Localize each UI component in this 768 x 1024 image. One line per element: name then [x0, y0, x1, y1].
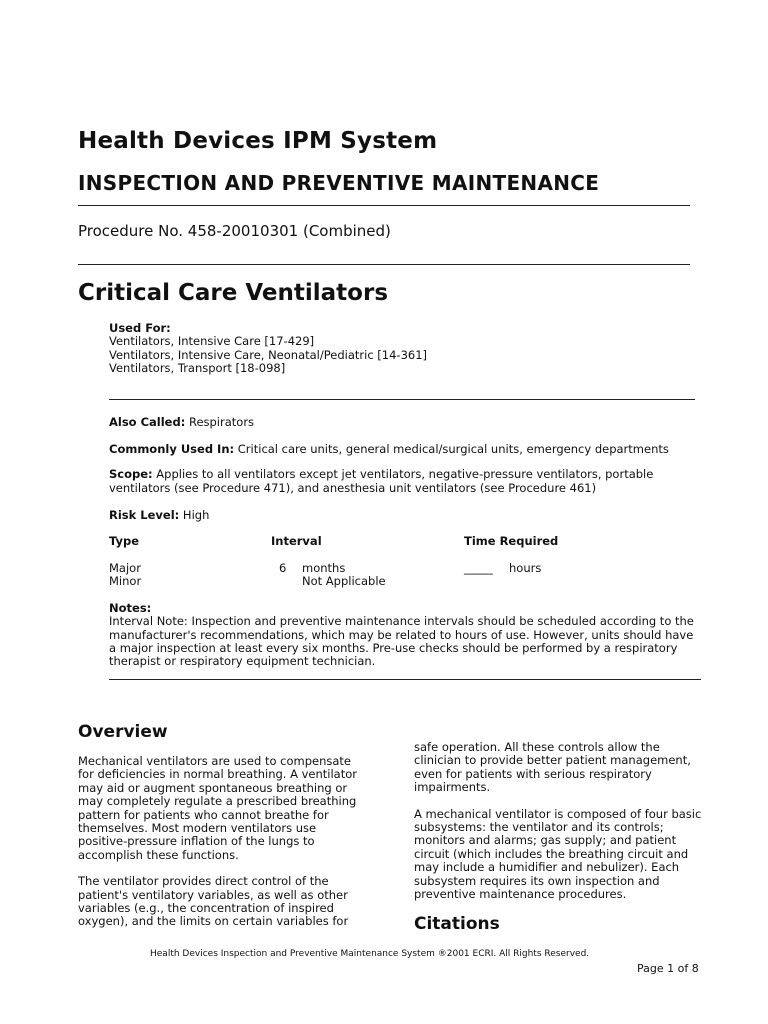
table-cell-time-unit: hours — [509, 561, 542, 575]
page-title: Critical Care Ventilators — [78, 280, 389, 306]
notes-line: therapist or respiratory equipment technician. — [109, 654, 376, 668]
page-number: Page 1 of 8 — [637, 962, 699, 975]
overview-heading: Overview — [78, 722, 168, 742]
table-cell-interval-unit: Not Applicable — [302, 574, 386, 588]
commonly-used-in-value: Critical care units, general medical/surgical units, emergency departments — [237, 442, 669, 456]
notes-line: manufacturer's recommendations, which may be related to hours of use. However, units should have — [109, 628, 694, 642]
table-header-interval: Interval — [271, 534, 322, 548]
procedure-number: Procedure No. 458-20010301 (Combined) — [78, 222, 391, 240]
used-for-item: Ventilators, Intensive Care, Neonatal/Pediatric [14-361] — [109, 348, 428, 362]
risk-level-value: High — [182, 508, 210, 522]
overview-left-column — [78, 755, 378, 929]
also-called-label: Also Called: — [109, 415, 186, 429]
overview-paragraph: The ventilator provides direct control of the patient's ventilatory variables, as well as other variables (e.g., the concentration of inspired oxygen), and the limits on certain variables for — [78, 874, 349, 929]
citations-heading: Citations — [414, 914, 500, 934]
header-divider — [78, 264, 690, 265]
table-header-type: Type — [109, 534, 140, 548]
scope-line: Applies to all ventilators except jet ventilators, negative-pressure ventilators, portable — [156, 467, 654, 481]
overview-paragraph: safe operation. All these controls allow the clinician to provide better patient management, even for patients with serious respiratory impairments. — [414, 740, 691, 795]
scope — [109, 468, 653, 482]
used-for-item: Ventilators, Transport [18-098] — [109, 361, 286, 375]
commonly-used-in-label: Commonly Used In: — [109, 442, 235, 456]
notes-label: Notes: — [109, 601, 152, 615]
section-divider — [109, 679, 701, 680]
notes-line: a major inspection at least every six months. Pre-use checks should be performed by a respiratory — [109, 641, 678, 655]
also-called-value: Respirators — [188, 415, 255, 429]
commonly-used-in — [109, 443, 669, 457]
table-cell-type: Major — [109, 561, 141, 575]
table-cell-interval-unit: months — [302, 561, 346, 575]
also-called — [109, 416, 254, 430]
scope-label: Scope: — [109, 467, 153, 481]
used-for-label: Used For: — [109, 321, 171, 335]
overview-right-column — [414, 741, 714, 901]
document-subtitle: INSPECTION AND PREVENTIVE MAINTENANCE — [78, 171, 600, 195]
footer-copyright: Health Devices Inspection and Preventive Maintenance System ®2001 ECRI. All Rights Reserved. — [150, 949, 590, 959]
risk-level-label: Risk Level: — [109, 508, 180, 522]
overview-paragraph: Mechanical ventilators are used to compensate for deficiencies in normal breathing. A ventilator may aid or augment spontaneous breathing or may completely regulate a prescribed breathing pattern for patients who cannot breathe for themselves. Most modern ventilators use positive-pressure inflation of the lungs to accomplish these functions. — [78, 754, 357, 862]
notes-line: Interval Note: Inspection and preventive maintenance intervals should be scheduled according to the — [109, 614, 694, 628]
section-divider — [109, 399, 695, 400]
used-for-item: Ventilators, Intensive Care [17-429] — [109, 334, 315, 348]
table-header-time: Time Required — [464, 534, 559, 548]
system-title: Health Devices IPM System — [78, 128, 438, 154]
scope-line: ventilators (see Procedure 471), and anesthesia unit ventilators (see Procedure 461) — [109, 481, 597, 495]
risk-level — [109, 509, 209, 523]
table-cell-type: Minor — [109, 574, 142, 588]
header-divider — [78, 205, 690, 206]
overview-paragraph: A mechanical ventilator is composed of four basic subsystems: the ventilator and its controls; monitors and alarms; gas supply; and patient circuit (which includes the breathing circuit and may include a humidifier and nebulizer). Each subsystem requires its own inspection and preventive maintenance procedures. — [414, 806, 702, 902]
table-cell-interval-number: 6 — [279, 561, 287, 575]
time-required-blank: _____ — [464, 561, 493, 575]
